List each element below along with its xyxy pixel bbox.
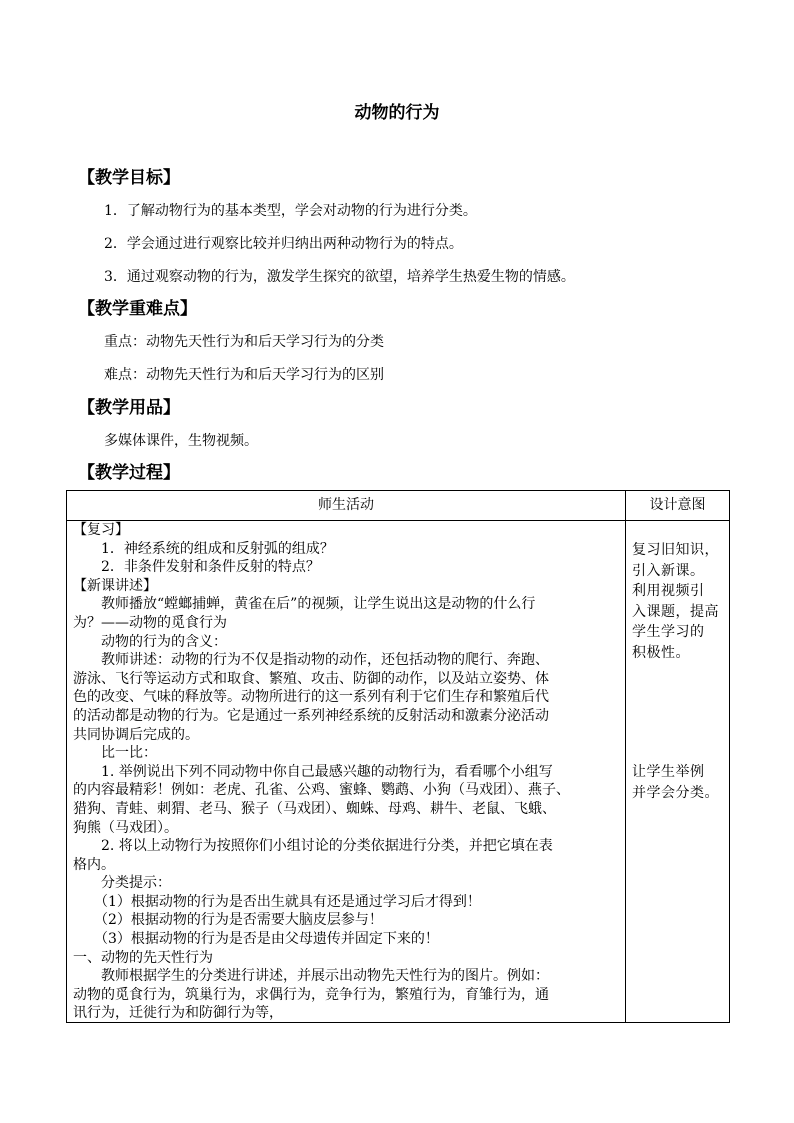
table-header-intent: 设计意图 — [649, 497, 706, 513]
activity-line: 1. 举例说出下列不同动物中你自己最感兴趣的动物行为，看看哪个小组写 — [73, 763, 553, 780]
intent-line: 让学生举例 — [632, 764, 705, 780]
intent-line: 复习旧知识， — [632, 542, 719, 558]
activity-line: 讯行为，迁徙行为和防御行为等， — [73, 1005, 283, 1022]
goals-heading: 【教学目标】 — [78, 168, 180, 188]
materials-heading: 【教学用品】 — [78, 398, 180, 418]
activity-line: 1．神经系统的组成和反射弧的组成？ — [73, 540, 334, 557]
activities-cell — [73, 521, 619, 1023]
key-point: 重点：动物先天性行为和后天学习行为的分类 — [104, 334, 384, 350]
difficulty-point: 难点：动物先天性行为和后天学习行为的区别 — [104, 367, 384, 383]
activity-line: 格内。 — [73, 856, 115, 873]
activity-line: 为？——动物的觅食行为 — [73, 614, 227, 631]
activity-line: 2. 将以上动物行为按照你们小组讨论的分类依据进行分类，并把它填在表 — [73, 838, 553, 855]
activity-line: 分类提示： — [73, 875, 171, 892]
intent-line: 利用视频引 — [632, 583, 705, 599]
page-title: 动物的行为 — [354, 103, 440, 123]
table-header-activities: 师生活动 — [318, 497, 374, 513]
activity-line: 动物的行为的含义： — [73, 633, 227, 650]
activity-line: 2．非条件发射和条件反射的特点？ — [73, 559, 320, 576]
activity-line: 游泳、飞行等运动方式和取食、繁殖、攻击、防御的动作，以及站立姿势、体 — [73, 670, 549, 687]
intent-cell-review — [632, 540, 726, 663]
intent-line: 入课题，提高 — [632, 603, 719, 620]
activity-line: 教师讲述：动物的行为不仅是指动物的动作，还包括动物的爬行、奔跑、 — [73, 652, 549, 669]
activity-line: 教师播放“螳螂捕蝉，黄雀在后”的视频，让学生说出这是动物的什么行 — [73, 596, 536, 613]
table-column-divider — [625, 491, 626, 1022]
process-table — [66, 490, 730, 1023]
activity-line: 动物的觅食行为，筑巢行为，求偶行为，竞争行为，繁殖行为，育雏行为，通 — [73, 986, 549, 1003]
activity-line: 【新课讲述】 — [73, 577, 157, 594]
intent-line: 引入新课。 — [632, 562, 705, 579]
activity-line: 【复习】 — [73, 522, 129, 538]
intent-line: 并学会分类。 — [632, 784, 719, 801]
activity-line: 的活动都是动物的行为。它是通过一系列神经系统的反射活动和激素分泌活动 — [73, 707, 549, 724]
activity-line: 教师根据学生的分类进行讲述，并展示出动物先天性行为的图片。例如： — [73, 968, 549, 985]
activity-line: （3）根据动物的行为是否是由父母遗传并固定下来的！ — [73, 931, 439, 948]
activity-line: （2）根据动物的行为是否需要大脑皮层参与！ — [73, 912, 383, 929]
activity-line: 比一比： — [73, 745, 157, 762]
activity-line: 一、动物的先天性行为 — [73, 949, 213, 966]
activity-line: 共同协调后完成的。 — [73, 726, 199, 743]
intent-cell-classify — [632, 762, 726, 803]
goal-item-1: 1．了解动物行为的基本类型，学会对动物的行为进行分类。 — [104, 203, 477, 219]
activity-line: 的内容最精彩！例如：老虎、孔雀、公鸡、蜜蜂、鹦鹉、小狗（马戏团）、燕子、 — [73, 782, 570, 799]
goal-item-2: 2．学会通过进行观察比较并归纳出两种动物行为的特点。 — [104, 236, 463, 252]
materials-text: 多媒体课件，生物视频。 — [104, 433, 258, 449]
activity-line: 狗熊（马戏团）。 — [73, 819, 178, 836]
intent-line: 学生学习的 — [632, 624, 705, 640]
activity-line: 色的改变、气味的释放等。动物所进行的这一系列有利于它们生存和繁殖后代 — [73, 689, 549, 706]
activity-line: 猎狗、青蛙、刺猬、老马、猴子（马戏团）、蜘蛛、母鸡、耕牛、老鼠、飞蛾、 — [73, 800, 556, 817]
goal-item-3: 3．通过观察动物的行为，激发学生探究的欲望，培养学生热爱生物的情感。 — [104, 269, 575, 285]
intent-line: 积极性。 — [632, 644, 690, 661]
process-heading: 【教学过程】 — [78, 463, 180, 483]
activity-line: （1）根据动物的行为是否出生就具有还是通过学习后才得到！ — [73, 893, 481, 910]
key-points-heading: 【教学重难点】 — [78, 299, 197, 319]
